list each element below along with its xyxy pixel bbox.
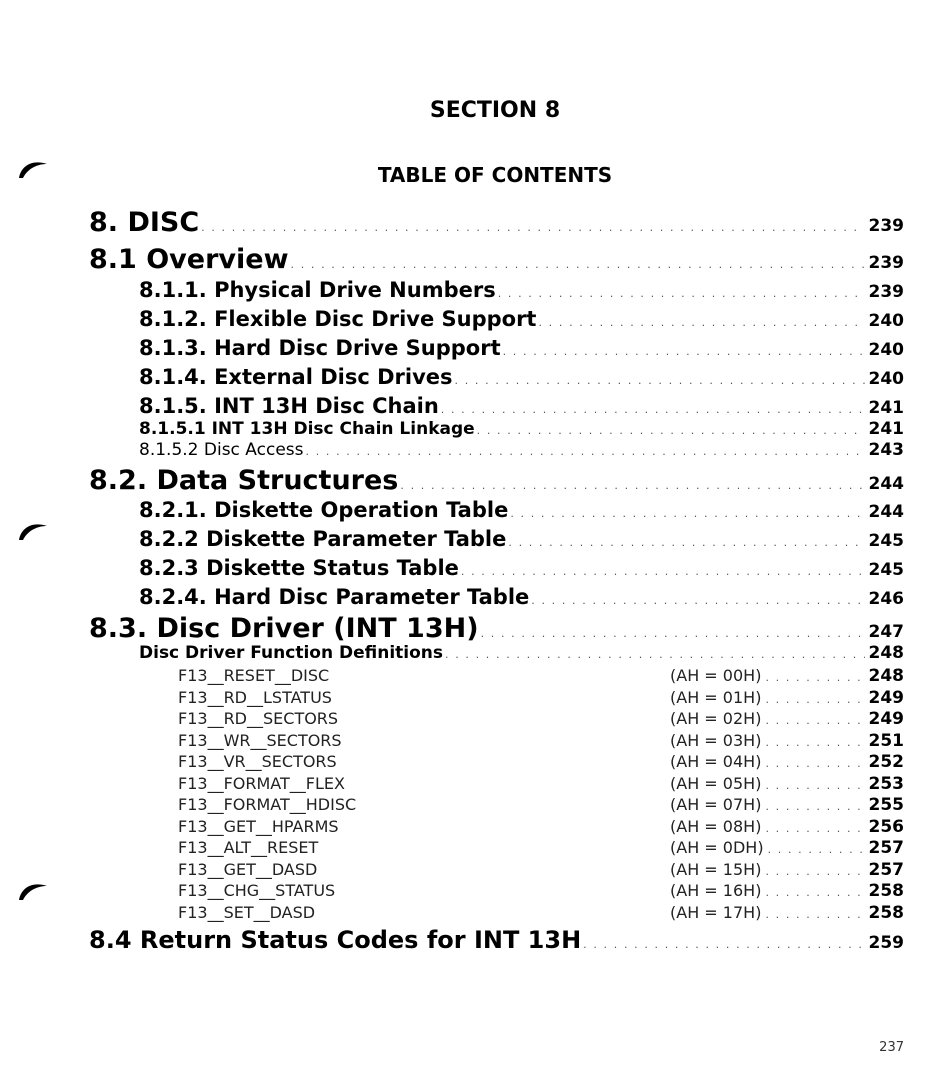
leader-dots <box>765 822 864 835</box>
toc-entry-page: 241 <box>868 419 904 439</box>
toc-entry-function-definitions <box>139 643 904 663</box>
function-name: F13__GET__HPARMS <box>178 817 339 836</box>
function-page: 248 <box>868 666 904 686</box>
toc-entry-label: 8.1.3. Hard Disc Drive Support <box>139 336 501 360</box>
function-name: F13__FORMAT__FLEX <box>178 774 345 793</box>
function-code: (AH = 17H) <box>670 903 762 922</box>
function-row <box>178 666 904 686</box>
toc-entry-label: 8.1.4. External Disc Drives <box>139 365 453 389</box>
toc-entry-8-1 <box>89 244 904 275</box>
function-page: 256 <box>868 817 904 837</box>
toc-entry-8-1-4 <box>139 365 904 389</box>
function-name: F13__CHG__STATUS <box>178 881 336 900</box>
function-code: (AH = 08H) <box>670 817 762 836</box>
leader-dots <box>765 671 864 684</box>
toc-entry-8-2-3 <box>139 556 904 580</box>
function-code: (AH = 07H) <box>670 795 762 814</box>
page-number: 237 <box>879 1040 904 1055</box>
function-code: (AH = 01H) <box>670 688 762 707</box>
toc-entry-page: 239 <box>868 253 904 273</box>
toc-entry-page: 247 <box>868 622 904 642</box>
toc-entry-label: 8.4 Return Status Codes for INT 13H <box>89 926 582 954</box>
toc-entry-page: 240 <box>868 369 904 389</box>
function-page: 251 <box>868 731 904 751</box>
toc-entry-page: 259 <box>868 933 904 953</box>
function-row <box>178 903 904 923</box>
leader-dots <box>306 445 865 458</box>
function-row <box>178 731 904 751</box>
toc-entry-label: 8.1 Overview <box>89 244 289 275</box>
toc-entry-8-2-2 <box>139 527 904 551</box>
leader-dots <box>461 565 865 578</box>
binder-hole-mark <box>18 520 48 542</box>
function-name: F13__ALT__RESET <box>178 838 319 857</box>
leader-dots <box>481 627 865 640</box>
leader-dots <box>765 757 864 770</box>
function-name: F13__GET__DASD <box>178 860 318 879</box>
leader-dots <box>538 316 864 329</box>
function-page: 257 <box>868 838 904 858</box>
function-row <box>178 752 904 772</box>
toc-entry-8-1-5 <box>139 394 904 418</box>
function-name: F13__RESET__DISC <box>178 666 330 685</box>
function-page: 258 <box>868 881 904 901</box>
function-code: (AH = 05H) <box>670 774 762 793</box>
function-name: F13__RD__LSTATUS <box>178 688 332 707</box>
leader-dots <box>291 258 865 271</box>
leader-dots <box>765 693 864 706</box>
function-row <box>178 795 904 815</box>
toc-heading: TABLE OF CONTENTS <box>377 163 613 187</box>
function-name: F13__FORMAT__HDISC <box>178 795 357 814</box>
toc-entry-page: 246 <box>868 589 904 609</box>
toc-entry-page: 240 <box>868 311 904 331</box>
function-row <box>178 774 904 794</box>
binder-hole-mark <box>18 880 48 902</box>
toc-entry-label: 8.2. Data Structures <box>89 465 399 496</box>
toc-entry-label: 8. DISC <box>89 207 200 238</box>
toc-entry-8-2-4 <box>139 585 904 609</box>
leader-dots <box>510 507 864 520</box>
toc-entry-page: 241 <box>868 398 904 418</box>
leader-dots <box>765 779 864 792</box>
function-row <box>178 817 904 837</box>
function-code: (AH = 0DH) <box>670 838 764 857</box>
toc-entry-label: 8.2.1. Diskette Operation Table <box>139 498 509 522</box>
function-code: (AH = 00H) <box>670 666 762 685</box>
toc-entry-8-4 <box>89 926 904 954</box>
function-code: (AH = 15H) <box>670 860 762 879</box>
function-name: F13__WR__SECTORS <box>178 731 342 750</box>
toc-entry-page: 248 <box>868 643 904 663</box>
toc-entry-label: 8.1.1. Physical Drive Numbers <box>139 278 496 302</box>
function-page: 249 <box>868 709 904 729</box>
function-name: F13__RD__SECTORS <box>178 709 339 728</box>
leader-dots <box>765 714 864 727</box>
toc-entry-label: Disc Driver Function Definitions <box>139 643 444 663</box>
function-page: 257 <box>868 860 904 880</box>
toc-entry-label: 8.2.2 Diskette Parameter Table <box>139 527 507 551</box>
leader-dots <box>583 938 864 951</box>
toc-entry-8-3 <box>89 613 904 644</box>
toc-entry-8 <box>89 207 904 238</box>
toc-entry-label: 8.2.3 Diskette Status Table <box>139 556 459 580</box>
toc-entry-8-1-3 <box>139 336 904 360</box>
function-page: 249 <box>868 688 904 708</box>
toc-entry-label: 8.3. Disc Driver (INT 13H) <box>89 613 479 644</box>
leader-dots <box>765 800 864 813</box>
leader-dots <box>768 843 865 856</box>
leader-dots <box>201 221 864 234</box>
toc-entry-page: 244 <box>868 474 904 494</box>
function-name: F13__VR__SECTORS <box>178 752 337 771</box>
leader-dots <box>441 403 865 416</box>
function-page: 253 <box>868 774 904 794</box>
toc-entry-label: 8.2.4. Hard Disc Parameter Table <box>139 585 530 609</box>
leader-dots <box>445 648 864 661</box>
toc-entry-page: 245 <box>868 560 904 580</box>
toc-entry-label: 8.1.5.1 INT 13H Disc Chain Linkage <box>139 419 475 439</box>
leader-dots <box>503 345 865 358</box>
function-page: 255 <box>868 795 904 815</box>
toc-entry-label: 8.1.2. Flexible Disc Drive Support <box>139 307 537 331</box>
leader-dots <box>477 424 865 437</box>
toc-entry-page: 243 <box>868 440 904 460</box>
function-row <box>178 688 904 708</box>
function-page: 252 <box>868 752 904 772</box>
function-code: (AH = 16H) <box>670 881 762 900</box>
leader-dots <box>765 908 864 921</box>
leader-dots <box>498 287 865 300</box>
section-heading: SECTION 8 <box>429 98 561 123</box>
toc-entry-8-1-2 <box>139 307 904 331</box>
leader-dots <box>765 736 864 749</box>
toc-entry-8-1-5-2 <box>139 440 904 460</box>
function-name: F13__SET__DASD <box>178 903 316 922</box>
toc-entry-label: 8.1.5.2 Disc Access <box>139 440 304 460</box>
leader-dots <box>531 594 864 607</box>
toc-entry-8-1-5-1 <box>139 419 904 439</box>
function-code: (AH = 03H) <box>670 731 762 750</box>
function-row <box>178 860 904 880</box>
function-row <box>178 881 904 901</box>
function-page: 258 <box>868 903 904 923</box>
leader-dots <box>455 374 865 387</box>
toc-entry-page: 245 <box>868 531 904 551</box>
toc-entry-label: 8.1.5. INT 13H Disc Chain <box>139 394 439 418</box>
toc-entry-8-2 <box>89 465 904 496</box>
function-row <box>178 838 904 858</box>
leader-dots <box>400 479 864 492</box>
toc-entry-8-2-1 <box>139 498 904 522</box>
function-code: (AH = 04H) <box>670 752 762 771</box>
toc-entry-page: 240 <box>868 340 904 360</box>
toc-entry-page: 239 <box>868 216 904 236</box>
leader-dots <box>508 536 864 549</box>
function-code: (AH = 02H) <box>670 709 762 728</box>
function-row <box>178 709 904 729</box>
leader-dots <box>765 865 864 878</box>
leader-dots <box>765 886 864 899</box>
toc-entry-page: 244 <box>868 502 904 522</box>
toc-entry-page: 239 <box>868 282 904 302</box>
toc-entry-8-1-1 <box>139 278 904 302</box>
